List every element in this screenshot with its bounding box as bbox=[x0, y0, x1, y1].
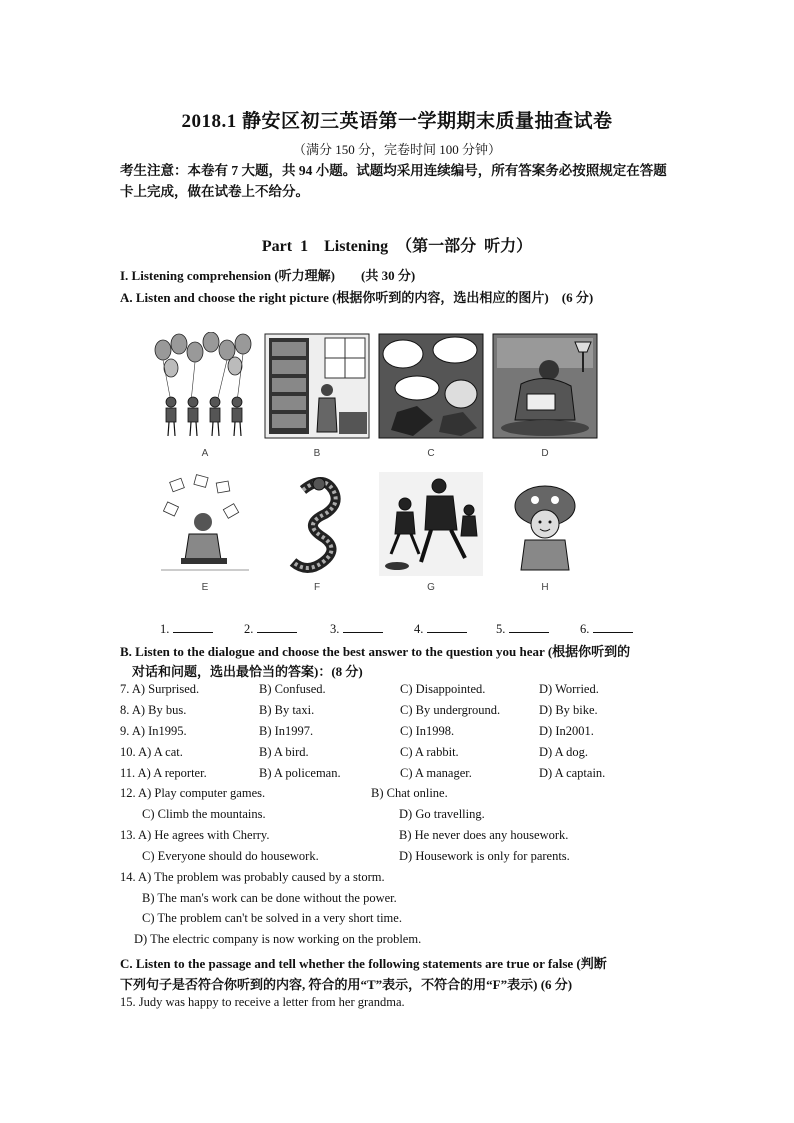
exam-notice: 考生注意：本卷有 7 大题，共 94 小题。试题均采用连续编号，所有答案务必按照规定在答题卡上完成，做在试卷上不给分。 bbox=[120, 163, 667, 199]
picture-e bbox=[151, 470, 259, 578]
exam-title: 2018.1 静安区初三英语第一学期期末质量抽查试卷 bbox=[181, 111, 613, 132]
question-12-option-b: B) Chat online. bbox=[371, 786, 448, 800]
exam-subtitle: （满分 150 分，完卷时间 100 分钟） bbox=[292, 142, 501, 157]
option-d: D) Worried. bbox=[539, 682, 599, 696]
option-d: D) A dog. bbox=[539, 745, 588, 759]
option-c: C) A rabbit. bbox=[400, 745, 459, 759]
question-10 bbox=[120, 745, 183, 760]
question-14-option-a: 14. A) The problem was probably caused by a storm. bbox=[120, 870, 385, 884]
option-a: A) Surprised. bbox=[131, 682, 200, 696]
section-b-heading: B. Listen to the dialogue and choose the best answer to the question you hear (根据你听到的 bbox=[120, 644, 631, 659]
option-c: C) A manager. bbox=[400, 766, 472, 780]
section-c-heading: C. Listen to the passage and tell whether the following statements are true or false (判断 bbox=[120, 956, 607, 971]
picture-label-h: H bbox=[541, 582, 549, 593]
answer-blank-4[interactable] bbox=[414, 620, 467, 637]
picture-a bbox=[151, 332, 259, 440]
picture-label-b: B bbox=[313, 448, 321, 459]
option-b: B) In1997. bbox=[259, 724, 314, 738]
option-a: A) A reporter. bbox=[137, 766, 207, 780]
section-c-heading-cont: 下列句子是否符合你听到的内容, 符合的用“T”表示，不符合的用“F”表示) (6 分) bbox=[120, 977, 573, 992]
picture-label-e: E bbox=[201, 582, 209, 593]
answer-blank-number: 6. bbox=[580, 622, 590, 636]
question-number: 11. bbox=[120, 766, 136, 780]
question-13-option-b: B) He never does any housework. bbox=[399, 828, 569, 842]
option-d: D) By bike. bbox=[539, 703, 598, 717]
section-a-heading: A. Listen and choose the right picture (根据你听到的内容，选出相应的图片) (6 分) bbox=[120, 290, 594, 305]
answer-blank-number: 5. bbox=[496, 622, 506, 636]
picture-d bbox=[491, 332, 599, 440]
question-13-option-d: D) Housework is only for parents. bbox=[399, 849, 570, 863]
picture-grid bbox=[145, 328, 609, 600]
question-11 bbox=[120, 766, 207, 781]
question-15: 15. Judy was happy to receive a letter from her grandma. bbox=[120, 995, 405, 1009]
picture-g bbox=[377, 470, 485, 578]
question-number: 7. bbox=[120, 682, 130, 696]
picture-label-a: A bbox=[201, 448, 209, 459]
option-a: A) In1995. bbox=[131, 724, 187, 738]
answer-blank-6[interactable] bbox=[580, 620, 633, 637]
option-c: C) In1998. bbox=[400, 724, 455, 738]
option-b: B) By taxi. bbox=[259, 703, 315, 717]
answer-blank-5[interactable] bbox=[496, 620, 549, 637]
picture-label-g: G bbox=[427, 582, 435, 593]
question-13-option-c: C) Everyone should do housework. bbox=[142, 849, 319, 863]
picture-label-d: D bbox=[541, 448, 549, 459]
question-12-option-a: 12. A) Play computer games. bbox=[120, 786, 266, 800]
question-8 bbox=[120, 703, 186, 718]
option-b: B) A policeman. bbox=[259, 766, 341, 780]
answer-blank-2[interactable] bbox=[244, 620, 297, 637]
option-c: C) Disappointed. bbox=[400, 682, 486, 696]
option-a: A) By bus. bbox=[131, 703, 187, 717]
section-listening-comprehension: I. Listening comprehension (听力理解) (共 30 分) bbox=[120, 268, 416, 283]
option-d: D) A captain. bbox=[539, 766, 606, 780]
part-heading: Part 1 Listening （第一部分 听力） bbox=[261, 238, 533, 255]
question-9 bbox=[120, 724, 187, 739]
answer-blank-number: 4. bbox=[414, 622, 424, 636]
question-7 bbox=[120, 682, 199, 697]
answer-blank-number: 3. bbox=[330, 622, 340, 636]
section-b-heading-cont: 对话和问题，选出最恰当的答案)：(8 分) bbox=[132, 664, 363, 679]
question-13-option-a: 13. A) He agrees with Cherry. bbox=[120, 828, 270, 842]
answer-blank-3[interactable] bbox=[330, 620, 383, 637]
question-14-option-b: B) The man's work can be done without the power. bbox=[142, 891, 397, 905]
picture-label-c: C bbox=[427, 448, 435, 459]
option-a: A) A cat. bbox=[138, 745, 183, 759]
option-b: B) Confused. bbox=[259, 682, 326, 696]
picture-label-f: F bbox=[313, 582, 321, 593]
question-12-option-c: C) Climb the mountains. bbox=[142, 807, 266, 821]
question-number: 9. bbox=[120, 724, 130, 738]
answer-blank-1[interactable] bbox=[160, 620, 213, 637]
option-b: B) A bird. bbox=[259, 745, 309, 759]
picture-c bbox=[377, 332, 485, 440]
question-number: 10. bbox=[120, 745, 136, 759]
question-14-option-d: D) The electric company is now working on the problem. bbox=[134, 932, 422, 946]
answer-blank-number: 2. bbox=[244, 622, 254, 636]
picture-b bbox=[263, 332, 371, 440]
picture-h bbox=[491, 470, 599, 578]
question-number: 8. bbox=[120, 703, 130, 717]
option-c: C) By underground. bbox=[400, 703, 501, 717]
question-14-option-c: C) The problem can't be solved in a very short time. bbox=[142, 911, 402, 925]
question-12-option-d: D) Go travelling. bbox=[399, 807, 485, 821]
answer-blank-number: 1. bbox=[160, 622, 170, 636]
option-d: D) In2001. bbox=[539, 724, 594, 738]
picture-f bbox=[263, 470, 371, 578]
